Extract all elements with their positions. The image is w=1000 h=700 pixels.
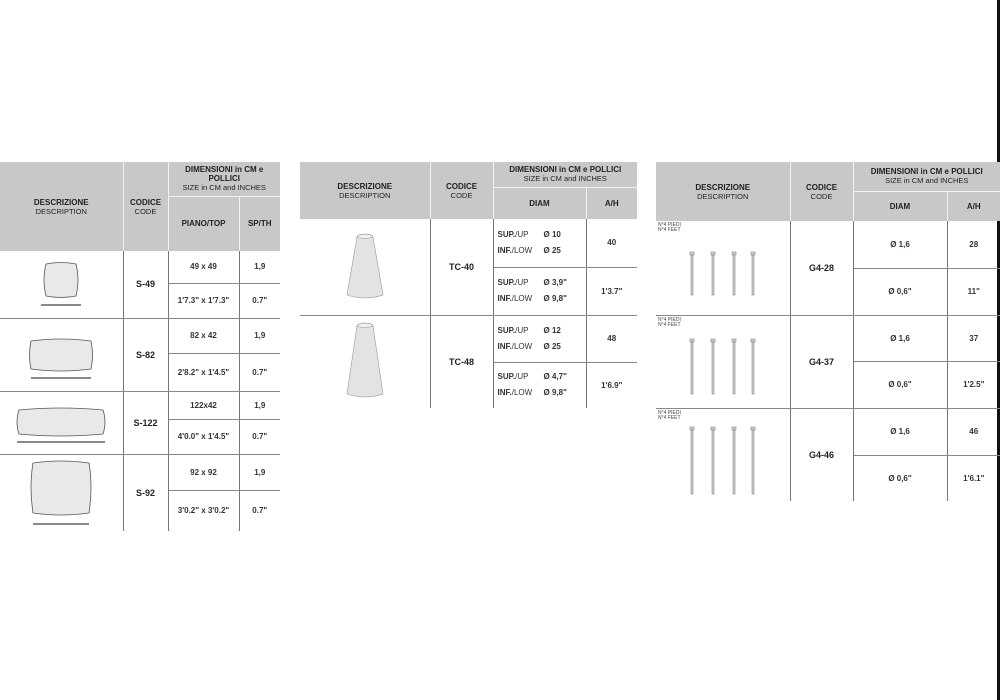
feet-count-note: N°4 PIEDI N°4 FEET bbox=[658, 316, 681, 328]
header-height: A/H bbox=[947, 191, 1000, 221]
header-description: DESCRIZIONE DESCRIPTION bbox=[0, 162, 123, 251]
inch-inf-diam: Ø 9,8" bbox=[543, 294, 567, 303]
table-row-code: S-82 bbox=[123, 318, 168, 391]
cm-thickness: 1,9 bbox=[239, 454, 280, 490]
cm-diameters: SUP./UP Ø 12 INF./LOW Ø 25 bbox=[493, 315, 586, 362]
cm-top-size: 122x42 bbox=[168, 391, 239, 419]
table-row-code: S-92 bbox=[123, 454, 168, 531]
header-code: CODICE CODE bbox=[790, 162, 853, 221]
table-row-code: G4-37 bbox=[790, 315, 853, 408]
inch-sup-diam: Ø 4,7" bbox=[543, 372, 567, 382]
cm-inf-diam: Ø 25 bbox=[543, 245, 561, 255]
inch-diameters: SUP./UP Ø 4,7" INF./LOW Ø 9,8" bbox=[493, 362, 586, 408]
inch-height: 1'3.7" bbox=[586, 267, 637, 315]
cm-top-size: 49 x 49 bbox=[168, 251, 239, 283]
inch-thickness: 0.7" bbox=[239, 353, 280, 391]
cm-inf-diam: Ø 25 bbox=[543, 341, 561, 351]
inch-top-size: 1'7.3" x 1'7.3" bbox=[168, 283, 239, 318]
legs-g428-drawing bbox=[656, 221, 790, 315]
inch-diam: Ø 0,6" bbox=[853, 361, 947, 408]
table-row-code: TC-48 bbox=[430, 315, 493, 408]
inch-height: 1'6.9" bbox=[601, 380, 623, 390]
header-code: CODICE CODE bbox=[123, 162, 168, 251]
table-row-code: S-122 bbox=[123, 391, 168, 454]
legs-g437-drawing bbox=[656, 315, 790, 408]
legs-g446-drawing bbox=[656, 408, 790, 501]
table-row-code: G4-46 bbox=[790, 408, 853, 501]
top-s92-drawing bbox=[0, 454, 123, 531]
inch-thickness: 0.7" bbox=[239, 283, 280, 318]
inch-height: 1'6.1" bbox=[963, 473, 985, 483]
cone-spec-table bbox=[300, 162, 637, 408]
cm-sup-diam: Ø 12 bbox=[543, 325, 561, 335]
feet-count-note: N°4 PIEDI N°4 FEET bbox=[658, 409, 681, 421]
feet-count-note: N°4 PIEDI N°4 FEET bbox=[658, 222, 681, 233]
header-height: A/H bbox=[586, 187, 637, 219]
header-sp-th: SP/TH bbox=[239, 196, 280, 251]
top-s49-drawing bbox=[0, 251, 123, 318]
cone-tc40-drawing bbox=[300, 219, 430, 315]
cm-height: 40 bbox=[586, 219, 637, 267]
cm-height: 28 bbox=[947, 221, 1000, 268]
tops-spec-table bbox=[0, 162, 280, 531]
cm-thickness: 1,9 bbox=[239, 318, 280, 353]
top-s82-drawing bbox=[0, 318, 123, 391]
top-s122-drawing bbox=[0, 391, 123, 454]
inch-diam: Ø 0,6" bbox=[853, 268, 947, 315]
inch-thickness: 0.7" bbox=[252, 506, 268, 516]
inch-diameters: SUP./UP Ø 3,9" INF./LOW Ø 9,8" bbox=[493, 267, 586, 315]
cm-diam: Ø 1,6 bbox=[853, 221, 947, 268]
inch-top-size: 4'0.0" x 1'4.5" bbox=[168, 419, 239, 454]
inch-top-size: 3'0.2" x 3'0.2" bbox=[168, 490, 239, 531]
header-description: DESCRIZIONE DESCRIPTION bbox=[656, 162, 790, 221]
table-row-code: G4-28 bbox=[790, 221, 853, 315]
header-dimensions: DIMENSIONI in CM e POLLICI SIZE in CM and INCHES bbox=[493, 162, 637, 187]
cm-height: 37 bbox=[947, 315, 1000, 361]
inch-thickness: 0.7" bbox=[239, 419, 280, 454]
cm-height: 46 bbox=[947, 408, 1000, 455]
header-dimensions: DIMENSIONI in CM e POLLICI SIZE in CM and INCHES bbox=[853, 162, 1000, 191]
inch-diam: Ø 0,6" bbox=[853, 455, 947, 501]
cm-height: 48 bbox=[586, 315, 637, 362]
header-code: CODICE CODE bbox=[430, 162, 493, 219]
header-dimensions: DIMENSIONI in CM e POLLICI SIZE in CM and INCHES bbox=[168, 162, 280, 196]
table-row-code: TC-40 bbox=[430, 219, 493, 315]
cm-diam: Ø 1,6 bbox=[853, 315, 947, 361]
cm-thickness: 1,9 bbox=[239, 251, 280, 283]
cm-diam: Ø 1,6 bbox=[853, 408, 947, 455]
cm-thickness: 1,9 bbox=[239, 391, 280, 419]
inch-sup-diam: Ø 3,9" bbox=[543, 278, 567, 287]
inch-inf-diam: Ø 9,8" bbox=[543, 388, 567, 398]
inch-top-size: 2'8.2" x 1'4.5" bbox=[168, 353, 239, 391]
cm-top-size: 82 x 42 bbox=[168, 318, 239, 353]
inch-height: 11" bbox=[947, 268, 1000, 315]
cm-sup-diam: Ø 10 bbox=[543, 229, 561, 239]
header-diam: DIAM bbox=[493, 187, 586, 219]
header-diam: DIAM bbox=[853, 191, 947, 221]
header-description: DESCRIZIONE DESCRIPTION bbox=[300, 162, 430, 219]
legs-spec-table bbox=[656, 162, 1000, 501]
inch-height: 1'2.5" bbox=[947, 361, 1000, 408]
cm-diameters: SUP./UP Ø 10 INF./LOW Ø 25 bbox=[493, 219, 586, 267]
header-piano-top: PIANO/TOP bbox=[168, 196, 239, 251]
table-row-code: S-49 bbox=[123, 251, 168, 318]
cone-tc48-drawing bbox=[300, 315, 430, 408]
cm-top-size: 92 x 92 bbox=[168, 454, 239, 490]
